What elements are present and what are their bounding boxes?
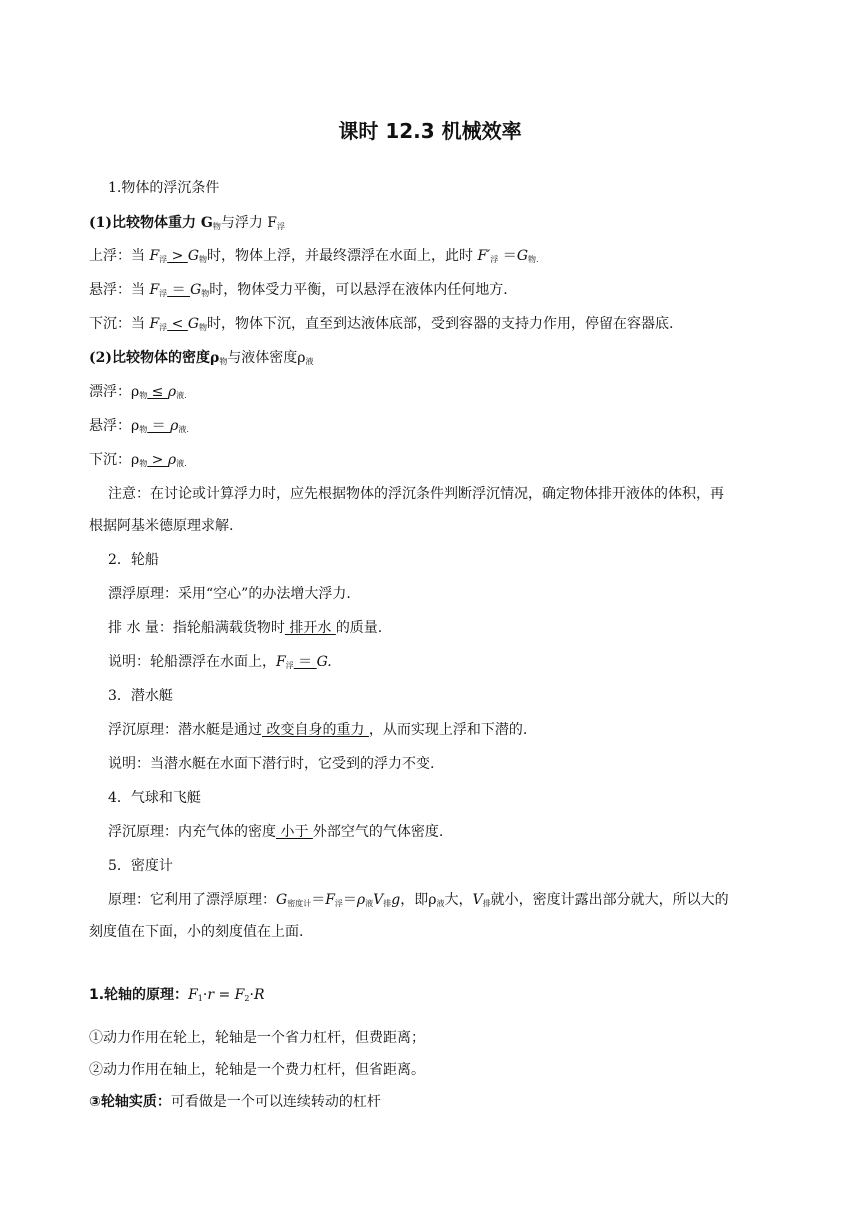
wheel-axle-item-1: ①动力作用在轮上，轮轴是一个省力杠杆，但费距离； xyxy=(89,1030,425,1046)
subheading-density: (2)比较物体的密度$\rho_物$与液体密度$\rho_液$ xyxy=(89,350,314,366)
sink-density-condition: 下沉：$\rho_物 > \rho_{液.}$ xyxy=(89,452,187,468)
rise-condition: 上浮：当 $F_浮 > G_物$时，物体上浮，并最终漂浮在水面上，此时 $F'_浮 =G_{物.}$ xyxy=(89,248,539,264)
hydrometer-principle-1: 原理：它利用了漂浮原理：$G_{密度计}=F_浮=\rho_液V_排g$，即$\rho_液$大，$V_排$就小，密度计露出部分就大，所以大的 xyxy=(108,892,729,908)
sink-condition: 下沉：当 $F_浮 < G_物$时，物体下沉，直至到达液体底部，受到容器的支持力作用，停留在容器底. xyxy=(89,316,674,332)
ship-displacement: 排 水 量：指轮船满载货物时 排开水 的质量. xyxy=(108,620,383,636)
ship-principle: 漂浮原理：采用“空心”的办法增大浮力. xyxy=(108,586,351,602)
note-line-2: 根据阿基米德原理求解. xyxy=(89,518,234,534)
balloon-principle: 浮沉原理：内充气体的密度 小于 外部空气的气体密度. xyxy=(108,824,444,840)
section-heading-balloon: 4．气球和飞艇 xyxy=(108,790,201,806)
suspend-density-condition: 悬浮：$\rho_物 = \rho_{液.}$ xyxy=(89,418,189,434)
note-line-1: 注意：在讨论或计算浮力时，应先根据物体的浮沉条件判断浮沉情况，确定物体排开液体的体积，再 xyxy=(108,486,724,502)
section-heading-hydrometer: 5．密度计 xyxy=(108,858,173,874)
section-heading-submarine: 3．潜水艇 xyxy=(108,688,173,704)
wheel-axle-item-3: ③轮轴实质：可看做是一个可以连续转动的杠杆 xyxy=(89,1094,381,1110)
float-density-condition: 漂浮：$\rho_物 \le \rho_{液.}$ xyxy=(89,384,187,400)
submarine-principle: 浮沉原理：潜水艇是通过 改变自身的重力 ，从而实现上浮和下潜的. xyxy=(108,722,528,738)
section-heading-floating: 1.物体的浮沉条件 xyxy=(108,180,220,196)
page-title: 课时 12.3 机械效率 xyxy=(338,119,522,143)
ship-explain: 说明：轮船漂浮在水面上，$F_浮 = G$. xyxy=(108,654,332,670)
submarine-explain: 说明：当潜水艇在水面下潜行时，它受到的浮力不变. xyxy=(108,756,435,772)
suspend-condition: 悬浮：当 $F_浮 = G_物$时，物体受力平衡，可以悬浮在液体内任何地方. xyxy=(89,282,508,298)
subheading-weight-buoyancy: (1)比较物体重力 $G_物$与浮力 $F_浮$ xyxy=(89,215,285,231)
wheel-axle-item-2: ②动力作用在轴上，轮轴是一个费力杠杆，但省距离。 xyxy=(89,1062,425,1078)
section-heading-ship: 2．轮船 xyxy=(108,552,159,568)
hydrometer-principle-2: 刻度值在下面，小的刻度值在上面. xyxy=(89,924,304,940)
wheel-axle-principle: 1.轮轴的原理：$F_1\cdot r = F_2\cdot R$ xyxy=(89,987,265,1003)
